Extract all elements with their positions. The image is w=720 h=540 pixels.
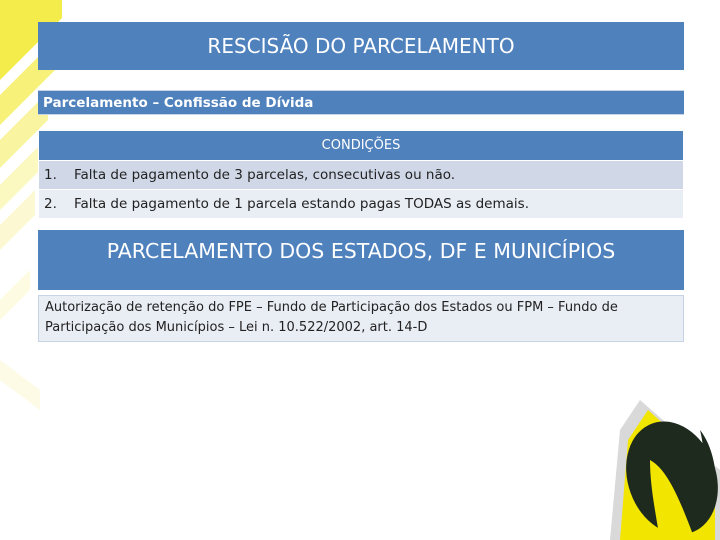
conditions-header: CONDIÇÕES xyxy=(39,131,684,161)
conditions-table xyxy=(38,130,684,219)
condition-number: 2. xyxy=(44,196,57,212)
table-row xyxy=(39,161,684,190)
section-title: PARCELAMENTO DOS ESTADOS, DF E MUNICÍPIOS xyxy=(38,230,684,290)
condition-number: 1. xyxy=(44,167,57,183)
condition-text: Falta de pagamento de 1 parcela estando pagas TODAS as demais. xyxy=(74,196,529,212)
condition-cell xyxy=(39,161,684,190)
table-row xyxy=(39,190,684,219)
slide-title: RESCISÃO DO PARCELAMENTO xyxy=(38,22,684,70)
section-text: Autorização de retenção do FPE – Fundo de Participação dos Estados ou FPM – Fundo de Participação dos Municípios – Lei n. 10.522/2002, art. 14-D xyxy=(38,295,684,342)
condition-text: Falta de pagamento de 3 parcelas, consecutivas ou não. xyxy=(74,167,456,183)
condition-cell xyxy=(39,190,684,219)
subtitle-bar: Parcelamento – Confissão de Dívida xyxy=(38,90,684,115)
